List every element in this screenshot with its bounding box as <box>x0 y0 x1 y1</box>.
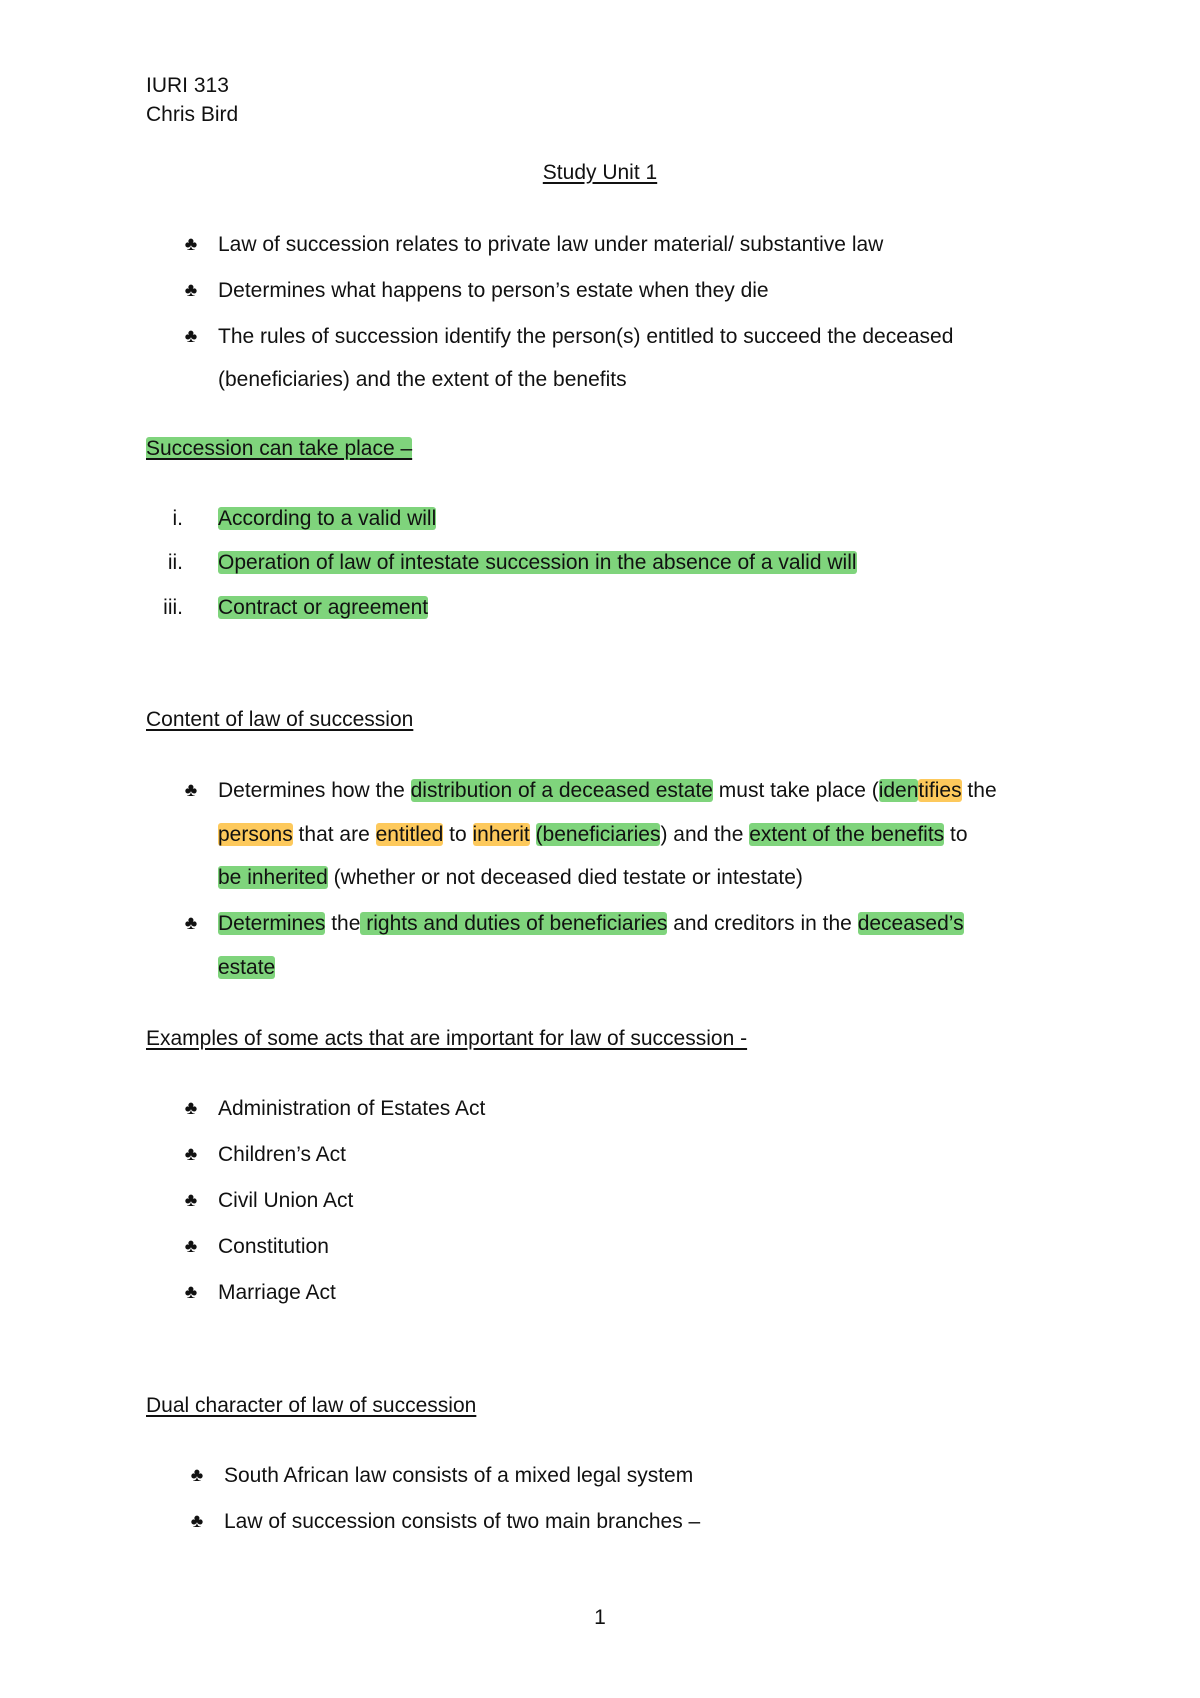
content-bullet-2-line-1 <box>218 911 964 937</box>
text-run: that are <box>292 823 376 846</box>
succession-item-1 <box>218 506 436 532</box>
club-icon: ♣ <box>184 1236 198 1257</box>
intro-bullet-3: The rules of succession identify the person(s) entitled to succeed the deceased <box>218 325 954 348</box>
text-run <box>530 823 536 846</box>
succession-item-text: Contract or agreement <box>218 596 429 619</box>
highlight-green: distribution of a deceased estate <box>410 779 713 802</box>
content-heading: Content of law of succession <box>146 708 414 731</box>
text-run: Determines how the <box>218 779 411 802</box>
succession-item-3 <box>218 595 428 621</box>
highlight-yellow: entitled <box>375 823 444 846</box>
club-icon: ♣ <box>184 1098 198 1119</box>
club-icon: ♣ <box>184 1144 198 1165</box>
text-run: the <box>961 779 997 802</box>
dual-item: Law of succession consists of two main branches – <box>224 1510 701 1533</box>
act-item: Civil Union Act <box>218 1189 354 1212</box>
highlight-green: (beneficiaries <box>535 823 661 846</box>
highlight-green: extent of the benefits <box>749 823 945 846</box>
act-item: Marriage Act <box>218 1281 336 1304</box>
text-run: ) <box>660 823 668 846</box>
page-title: Study Unit 1 <box>542 161 658 184</box>
list-number: ii. <box>167 551 183 574</box>
text-run: (whether or not deceased died testate or intestate) <box>327 866 803 889</box>
text-run: the <box>325 912 361 935</box>
highlight-yellow: persons <box>218 823 293 846</box>
intro-bullet-1: Law of succession relates to private law under material/ substantive law <box>218 233 884 256</box>
club-icon: ♣ <box>184 326 198 347</box>
acts-heading: Examples of some acts that are important for law of succession - <box>146 1027 748 1050</box>
highlight-green: be inherited <box>218 866 328 889</box>
course-code: IURI 313 <box>146 74 229 97</box>
highlight-green: Determines <box>218 912 326 935</box>
text-run: and creditors in the <box>667 912 858 935</box>
highlight-green: rights and duties of beneficiaries <box>360 912 668 935</box>
text-run: and the <box>667 823 750 846</box>
content-bullet-2-line-2 <box>218 955 275 981</box>
text-run: must take place ( <box>712 779 879 802</box>
club-icon: ♣ <box>184 913 198 934</box>
author-name: Chris Bird <box>146 103 239 126</box>
content-bullet-1-line-2 <box>218 822 968 848</box>
dual-heading: Dual character of law of succession <box>146 1394 477 1417</box>
club-icon: ♣ <box>184 234 198 255</box>
club-icon: ♣ <box>190 1465 204 1486</box>
highlight-green: deceased’s <box>857 912 964 935</box>
succession-item-text: Operation of law of intestate succession in the absence of a valid will <box>218 551 857 574</box>
text-run: to <box>944 823 968 846</box>
highlight-green: estate <box>218 956 276 979</box>
highlight-yellow: tifies <box>918 779 962 802</box>
highlight-yellow: inherit <box>472 823 530 846</box>
succession-item-2 <box>218 550 857 576</box>
succession-item-text: According to a valid will <box>218 507 437 530</box>
club-icon: ♣ <box>184 1190 198 1211</box>
intro-bullet-3-cont: (beneficiaries) and the extent of the benefits <box>218 368 627 391</box>
act-item: Children’s Act <box>218 1143 347 1166</box>
intro-bullet-2: Determines what happens to person’s estate when they die <box>218 279 769 302</box>
succession-heading <box>146 436 412 462</box>
highlight-green: iden <box>878 779 919 802</box>
content-bullet-1-line-3 <box>218 865 803 891</box>
club-icon: ♣ <box>190 1511 204 1532</box>
text-run: to <box>443 823 473 846</box>
club-icon: ♣ <box>184 1282 198 1303</box>
act-item: Constitution <box>218 1235 329 1258</box>
club-icon: ♣ <box>184 780 198 801</box>
content-bullet-1-line-1 <box>218 778 997 804</box>
page-number: 1 <box>594 1606 606 1629</box>
list-number: iii. <box>163 596 183 619</box>
list-number: i. <box>172 507 183 530</box>
succession-heading-text: Succession can take place – <box>146 437 413 460</box>
act-item: Administration of Estates Act <box>218 1097 486 1120</box>
dual-item: South African law consists of a mixed legal system <box>224 1464 694 1487</box>
club-icon: ♣ <box>184 280 198 301</box>
